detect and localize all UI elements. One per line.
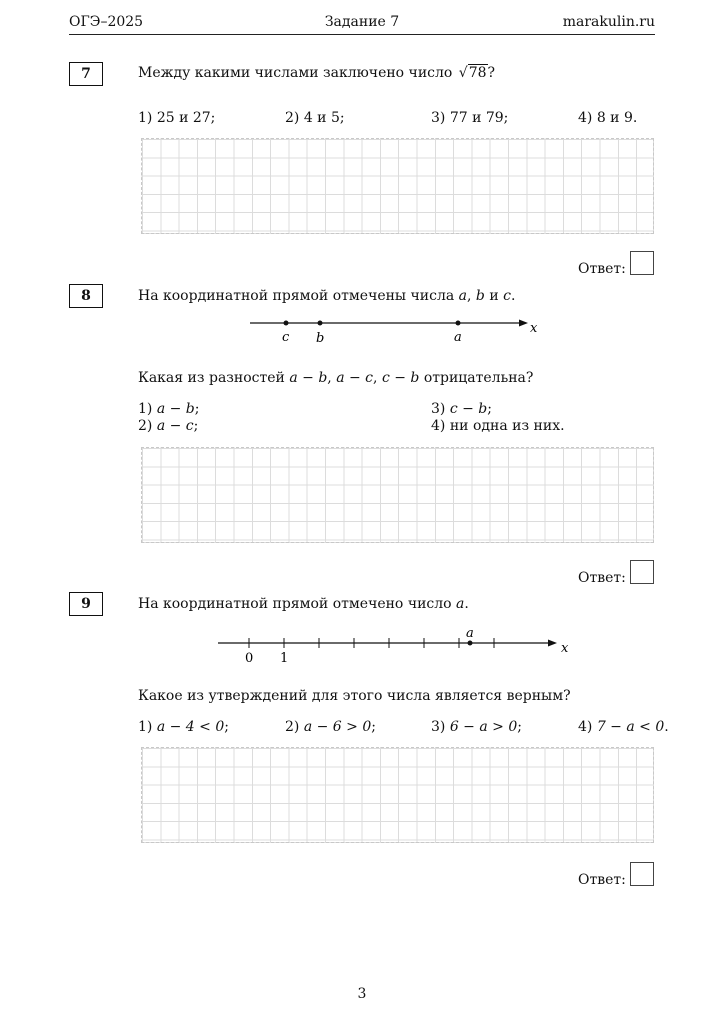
- point-b-dot: [318, 321, 323, 326]
- sep: ,: [327, 370, 337, 386]
- opt-num: 2): [285, 719, 304, 735]
- problem-8-number-line: [240, 310, 550, 350]
- opt-end: .: [664, 719, 669, 735]
- page-number: 3: [357, 986, 367, 1002]
- expr: a − c: [336, 370, 374, 386]
- problem-7-option-2: 2) 4 и 5;: [285, 110, 345, 126]
- problem-8-question-2: [138, 370, 533, 386]
- opt-expr: c − b: [449, 401, 488, 417]
- problem-7-question: [138, 65, 495, 81]
- problem-number-7: 7: [69, 62, 103, 86]
- problem-7-option-4: 4) 8 и 9.: [578, 110, 638, 126]
- expr: c − b: [381, 370, 420, 386]
- opt-end: ;: [487, 401, 492, 417]
- tick-label-1: 1: [280, 651, 289, 666]
- point-a-label: a: [466, 626, 474, 641]
- axis-label: x: [530, 321, 538, 336]
- problem-7-option-1: 1) 25 и 27;: [138, 110, 216, 126]
- axis-label: x: [561, 641, 569, 656]
- problem-8-question: [138, 288, 515, 304]
- header-rule: [69, 34, 655, 35]
- expr: a − b: [289, 370, 328, 386]
- sqrt-radicand: 78: [468, 65, 487, 81]
- problem-9-answer-label: Ответ:: [578, 872, 626, 888]
- opt-end: ;: [371, 719, 376, 735]
- sep: .: [510, 288, 516, 304]
- problem-8-question-text: На координатной прямой отмечены числа: [138, 288, 459, 304]
- var-c: c: [503, 288, 511, 304]
- point-a-dot: [456, 321, 461, 326]
- sep: ,: [467, 288, 476, 304]
- var-a: a: [458, 288, 468, 304]
- header-task-title: Задание 7: [324, 14, 400, 30]
- sep: ,: [373, 370, 382, 386]
- problem-9-option-2: [285, 719, 376, 735]
- opt-expr: a − 4 < 0: [156, 719, 225, 735]
- problem-7-answer-label: Ответ:: [578, 261, 626, 277]
- point-c-label: c: [282, 330, 290, 345]
- problem-9-question: [138, 596, 469, 612]
- opt-expr: a − c: [156, 418, 194, 434]
- problem-7-option-3: 3) 77 и 79;: [431, 110, 509, 126]
- problem-8-answer-label: Ответ:: [578, 570, 626, 586]
- problem-8-draft-grid[interactable]: [141, 447, 654, 543]
- problem-number-8: 8: [69, 284, 103, 308]
- problem-number-9: 9: [69, 592, 103, 616]
- problem-8-option-3: [431, 401, 492, 417]
- problem-7-question-text: Между какими числами заключено число: [138, 65, 457, 81]
- axis-arrow-icon: [519, 320, 528, 327]
- opt-num: 3): [431, 401, 450, 417]
- problem-8-option-2: [138, 418, 198, 434]
- opt-expr: 6 − a > 0: [449, 719, 518, 735]
- point-b-label: b: [316, 331, 325, 346]
- problem-7-draft-grid[interactable]: [141, 138, 654, 234]
- var-a: a: [456, 596, 465, 612]
- problem-8-answer-box[interactable]: [630, 560, 654, 584]
- problem-8-option-4: [431, 418, 565, 434]
- opt-end: ;: [517, 719, 522, 735]
- sep: и: [484, 288, 504, 304]
- problem-7-answer-box[interactable]: [630, 251, 654, 275]
- problem-9-number-line: [210, 624, 580, 666]
- point-c-dot: [284, 321, 289, 326]
- opt-num: 4): [431, 418, 450, 434]
- point-a-label: a: [454, 330, 462, 345]
- opt-num: 3): [431, 719, 450, 735]
- problem-9-question-text: На координатной прямой отмечено число: [138, 596, 457, 612]
- axis-arrow-icon: [548, 640, 557, 647]
- problem-8-option-1: [138, 401, 200, 417]
- opt-num: 1): [138, 401, 157, 417]
- opt-end: ;: [193, 418, 199, 434]
- opt-num: 1): [138, 719, 157, 735]
- sqrt-expression: √78: [458, 65, 487, 81]
- point-a-dot: [468, 641, 473, 646]
- opt-text: ни одна из них.: [449, 418, 565, 434]
- opt-expr: 7 − a < 0: [596, 719, 665, 735]
- problem-7-question-end: ?: [487, 65, 496, 81]
- opt-num: 4): [578, 719, 597, 735]
- problem-9-option-3: [431, 719, 522, 735]
- tick-label-0: 0: [245, 651, 254, 666]
- problem-9-option-4: [578, 719, 669, 735]
- var-b: b: [475, 288, 485, 304]
- problem-9-question-2: Какое из утверждений для этого числа является верным?: [138, 688, 571, 704]
- problem-9-option-1: [138, 719, 229, 735]
- header-site-link[interactable]: marakulin.ru: [562, 14, 655, 30]
- opt-num: 2): [138, 418, 157, 434]
- opt-end: ;: [224, 719, 229, 735]
- q2-end: отрицательна?: [419, 370, 534, 386]
- sep: .: [464, 596, 469, 612]
- problem-9-draft-grid[interactable]: [141, 747, 654, 843]
- opt-expr: a − b: [156, 401, 195, 417]
- problem-9-answer-box[interactable]: [630, 862, 654, 886]
- opt-end: ;: [194, 401, 200, 417]
- header-exam-title: ОГЭ–2025: [69, 14, 144, 30]
- opt-expr: a − 6 > 0: [303, 719, 372, 735]
- q2-text: Какая из разностей: [138, 370, 290, 386]
